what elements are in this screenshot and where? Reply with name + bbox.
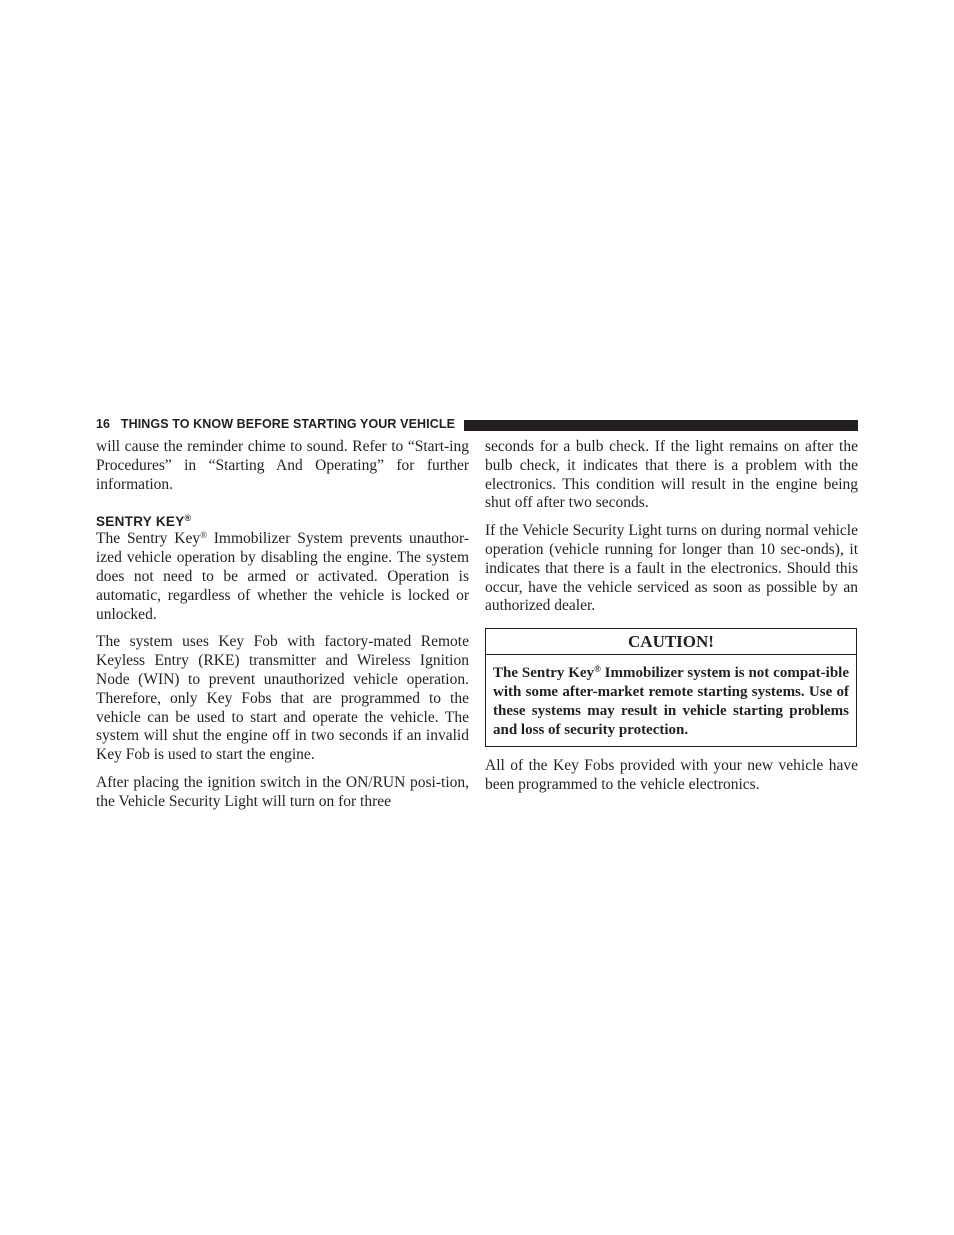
key-fobs-programmed-paragraph: All of the Key Fobs provided with your new vehicle have been programmed to the vehicle electronics. <box>485 757 858 794</box>
key-fob-paragraph: The system uses Key Fob with factory-mated Remote Keyless Entry (RKE) transmitter and Wireless Ignition Node (WIN) to prevent unauthorized vehicle operation. Therefore, only Key Fobs that are programmed to the vehicle can be used to start and operate the vehicle. The system will shut the engine off in two seconds if an invalid Key Fob is used to start the engine. <box>96 633 469 764</box>
caution-text-a: The Sentry Key <box>493 665 595 682</box>
page-header <box>96 414 858 434</box>
right-column <box>485 438 858 795</box>
caution-title: CAUTION! <box>486 629 856 655</box>
caution-text <box>493 664 849 739</box>
caution-registered-mark: ® <box>594 664 601 675</box>
ignition-paragraph: After placing the ignition switch in the ON/RUN posi-tion, the Vehicle Security Light will turn on for three <box>96 773 469 810</box>
intro-registered-mark: ® <box>200 530 207 541</box>
section-heading <box>96 514 469 529</box>
heading-registered-mark: ® <box>184 513 192 524</box>
caution-body <box>486 655 856 746</box>
sentry-key-intro-paragraph <box>96 530 469 624</box>
section-title: THINGS TO KNOW BEFORE STARTING YOUR VEHICLE <box>120 417 456 431</box>
intro-text-a: The Sentry Key <box>96 530 201 548</box>
heading-text: SENTRY KEY <box>96 514 185 530</box>
left-column <box>96 438 469 812</box>
page-number: 16 <box>96 417 111 431</box>
continuation-paragraph: will cause the reminder chime to sound. Refer to “Start-ing Procedures” in “Starting And Operating” for further information. <box>96 438 469 493</box>
caution-box <box>485 628 857 747</box>
bulb-check-paragraph: seconds for a bulb check. If the light remains on after the bulb check, it indicates that there is a problem with the electronics. This condition will result in the engine being shut off after two seconds. <box>485 438 858 512</box>
header-rule <box>464 420 858 431</box>
caution-text-b: Immobilizer system is not compat-ible with some after-market remote starting systems. Use of these systems may result in vehicle starting problems and loss of security protection. <box>493 665 849 738</box>
security-light-paragraph: If the Vehicle Security Light turns on during normal vehicle operation (vehicle running for longer than 10 sec-onds), it indicates that there is a fault in the electronics. Should this occur, have the vehicle serviced as soon as possible by an authorized dealer. <box>485 522 858 615</box>
intro-text-b: Immobilizer System prevents unauthor-ized vehicle operation by disabling the engine. The system does not need to be armed or activated. Operation is automatic, regardless of whether the vehicle is locked or unlocked. <box>96 530 470 623</box>
header-text <box>96 417 455 431</box>
